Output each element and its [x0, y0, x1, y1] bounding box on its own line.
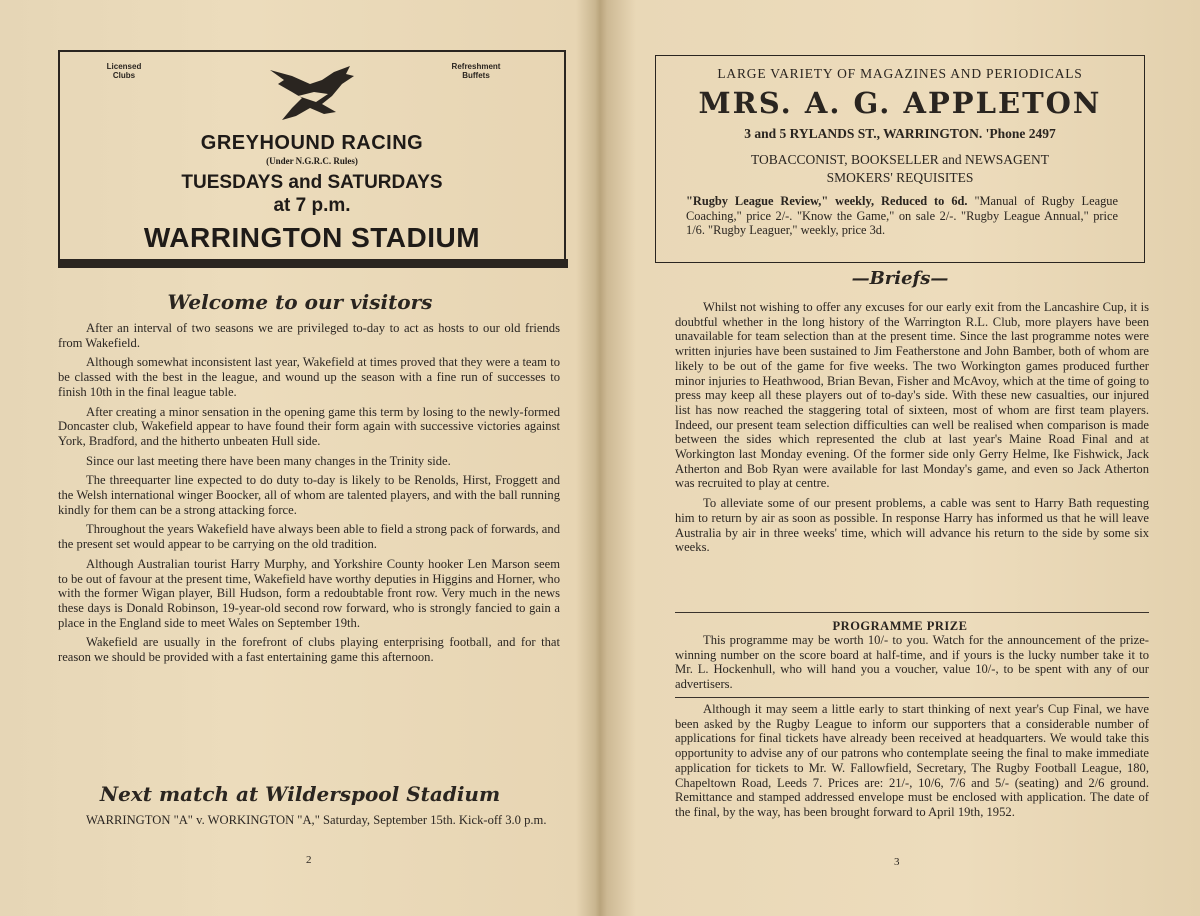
briefs-heading: —Briefs—: [851, 268, 949, 289]
briefs-paragraph: To alleviate some of our present problems, a cable was sent to Harry Bath requesting him to return by air as soon as possible. In response Harry has informed us that he will leave Australia by air in three weeks' time, which will advance his return to the side by some six weeks.: [675, 496, 1149, 555]
right-page: [600, 0, 1200, 916]
label-left-line-2: Clubs: [112, 71, 136, 80]
divider: [675, 612, 1149, 613]
ad-bottom-bar: [58, 259, 568, 268]
licensed-clubs-label: [84, 62, 164, 80]
welcome-paragraph: After an interval of two seasons we are privileged to-day to act as hosts to our old friends from Wakefield.: [58, 321, 560, 350]
divider: [675, 697, 1149, 698]
next-match-heading: Next match at Wilderspool Stadium: [99, 782, 501, 806]
cup-final-block: [675, 702, 1149, 825]
welcome-article: [58, 321, 560, 670]
welcome-paragraph: After creating a minor sensation in the opening game this term by losing to the newly-formed Doncaster club, Wakefield appear to have found their form again with successive victories against York, Bradford, and the hitherto unbeaten Hull side.: [58, 404, 560, 448]
shop-requisites: SMOKERS' REQUISITES: [826, 170, 974, 185]
stadium-name: WARRINGTON STADIUM: [143, 222, 481, 253]
welcome-paragraph: Although Australian tourist Harry Murphy, and Yorkshire County hooker Len Marson seem to be out of favour at the present time, Wakefield have worthy deputies in Higgins and Horner, who with the former Wigan player, Bill Hudson, form a redoubtable front row. Very much in the news these days is Donald Robinson, 19-year-old second row forward, who is strongly fancied to gain a place in the England side to meet Wales on September 19th.: [58, 556, 560, 630]
appleton-ad: [655, 55, 1145, 263]
ad-top-line: LARGE VARIETY OF MAGAZINES AND PERIODICALS: [717, 66, 1083, 81]
prize-title: PROGRAMME PRIZE: [832, 619, 968, 633]
briefs-article: [675, 300, 1149, 560]
shop-address: 3 and 5 RYLANDS ST., WARRINGTON. 'Phone 2497: [744, 126, 1056, 141]
prize-text: This programme may be worth 10/- to you. Watch for the announcement of the prize-winning number on the score board at half-time, and if yours is the lucky number take it to Mr. L. Hockenhull, who will hand you a voucher, value 10/-, to be spent with any of our advertisers.: [675, 633, 1149, 692]
shop-trade: TOBACCONIST, BOOKSELLER and NEWSAGENT: [751, 152, 1049, 167]
prize-block: [675, 633, 1149, 697]
label-right-line-1: Refreshment: [451, 62, 501, 71]
ad-review-lead: "Rugby League Review," weekly, Reduced to 6d.: [686, 194, 968, 208]
greyhound-subtitle: (Under N.G.R.C. Rules): [266, 156, 358, 166]
briefs-paragraph: Whilst not wishing to offer any excuses for our early exit from the Lancashire Cup, it is doubtful whether in the long history of the Warrington R.L. Club, more players have been unavailable for team selection than at the present time. Since the last programme notes were written injuries have been sustained to Jim Featherstone and John Bamber, both of whom are likely to be out of the game for five weeks. The two Workington games produced further minor injuries to Heathwood, Brian Bevan, Fisher and McAvoy, which at the time of going to press may keep all these players out of to-day's side. With these new casualties, our injured list has now reached the staggering total of sixteen, most of whom are first team players. Indeed, our present team selection difficulties can well be realised when comparison is made between the sides which represented the club at last year's Maine Road Final and at Workington last Monday evening. Of the former side only Gerry Helme, Ike Fishwick, Jack Atherton and Bob Ryan were available for last Monday's game, and even so Jack Atherton was recruited to play at centre.: [675, 300, 1149, 491]
refreshment-buffets-label: [436, 62, 516, 80]
page-number-right: 3: [894, 856, 900, 868]
ad-publication-list: "Manual of Rugby League Coaching," price 2/-. "Know the Game," on sale 2/-. "Rugby League Annual," price 1/6. "Rugby Leaguer," weekly, price 3d.: [686, 194, 1118, 237]
label-right-line-2: Buffets: [462, 71, 490, 80]
welcome-paragraph: The threequarter line expected to do duty to-day is likely to be Renolds, Hirst, Froggett and the Welsh international winger Boocker, all of whom are talented players, and with the ball running kindly for them can be a strong attacking force.: [58, 473, 560, 517]
welcome-paragraph: Throughout the years Wakefield have always been able to field a strong pack of forwards, and the present set would appear to be carrying on the old tradition.: [58, 522, 560, 552]
greyhound-title: GREYHOUND RACING: [200, 132, 424, 154]
next-match-text: WARRINGTON "A" v. WORKINGTON "A," Saturday, September 15th. Kick-off 3.0 p.m.: [86, 813, 547, 827]
ad-publications: [686, 194, 1118, 238]
welcome-paragraph: Since our last meeting there have been many changes in the Trinity side.: [86, 453, 451, 468]
welcome-paragraph: Although somewhat inconsistent last year, Wakefield at times proved that they were a team to be classed with the best in the league, and wound up the season with a fine run of successes to finish 10th in the final league table.: [58, 355, 560, 399]
welcome-paragraph: Wakefield are usually in the forefront of clubs playing enterprising football, and for that reason we should be provided with a fast entertaining game this afternoon.: [58, 635, 560, 665]
cup-final-text: Although it may seem a little early to start thinking of next year's Cup Final, we have been asked by the Rugby League to inform our supporters that a considerable number of applications for final tickets have already been received at headquarters. We would take this opportunity to advise any of our patrons who contemplate seeing the final to make immediate application for tickets to Mr. W. Fallowfield, Secretary, The Rugby Football League, 180, Chapeltown Road, Leeds 7. Prices are: 21/-, 10/6, 7/6 and 5/- (seating) and 2/6 ground. Remittance and stamped addressed envelope must be enclosed with application. The date of the final, by the way, has been brought forward to April 19th, 1952.: [675, 702, 1149, 819]
label-left-line-1: Licensed: [106, 62, 142, 71]
page-number-left: 2: [306, 854, 312, 866]
shop-name: MRS. A. G. APPLETON: [698, 86, 1102, 120]
next-match-block: [58, 813, 560, 833]
greyhound-logo-icon: [262, 62, 362, 124]
race-time: at 7 p.m.: [273, 195, 351, 216]
race-days: TUESDAYS and SATURDAYS: [181, 172, 443, 193]
welcome-heading: Welcome to our visitors: [167, 290, 433, 314]
